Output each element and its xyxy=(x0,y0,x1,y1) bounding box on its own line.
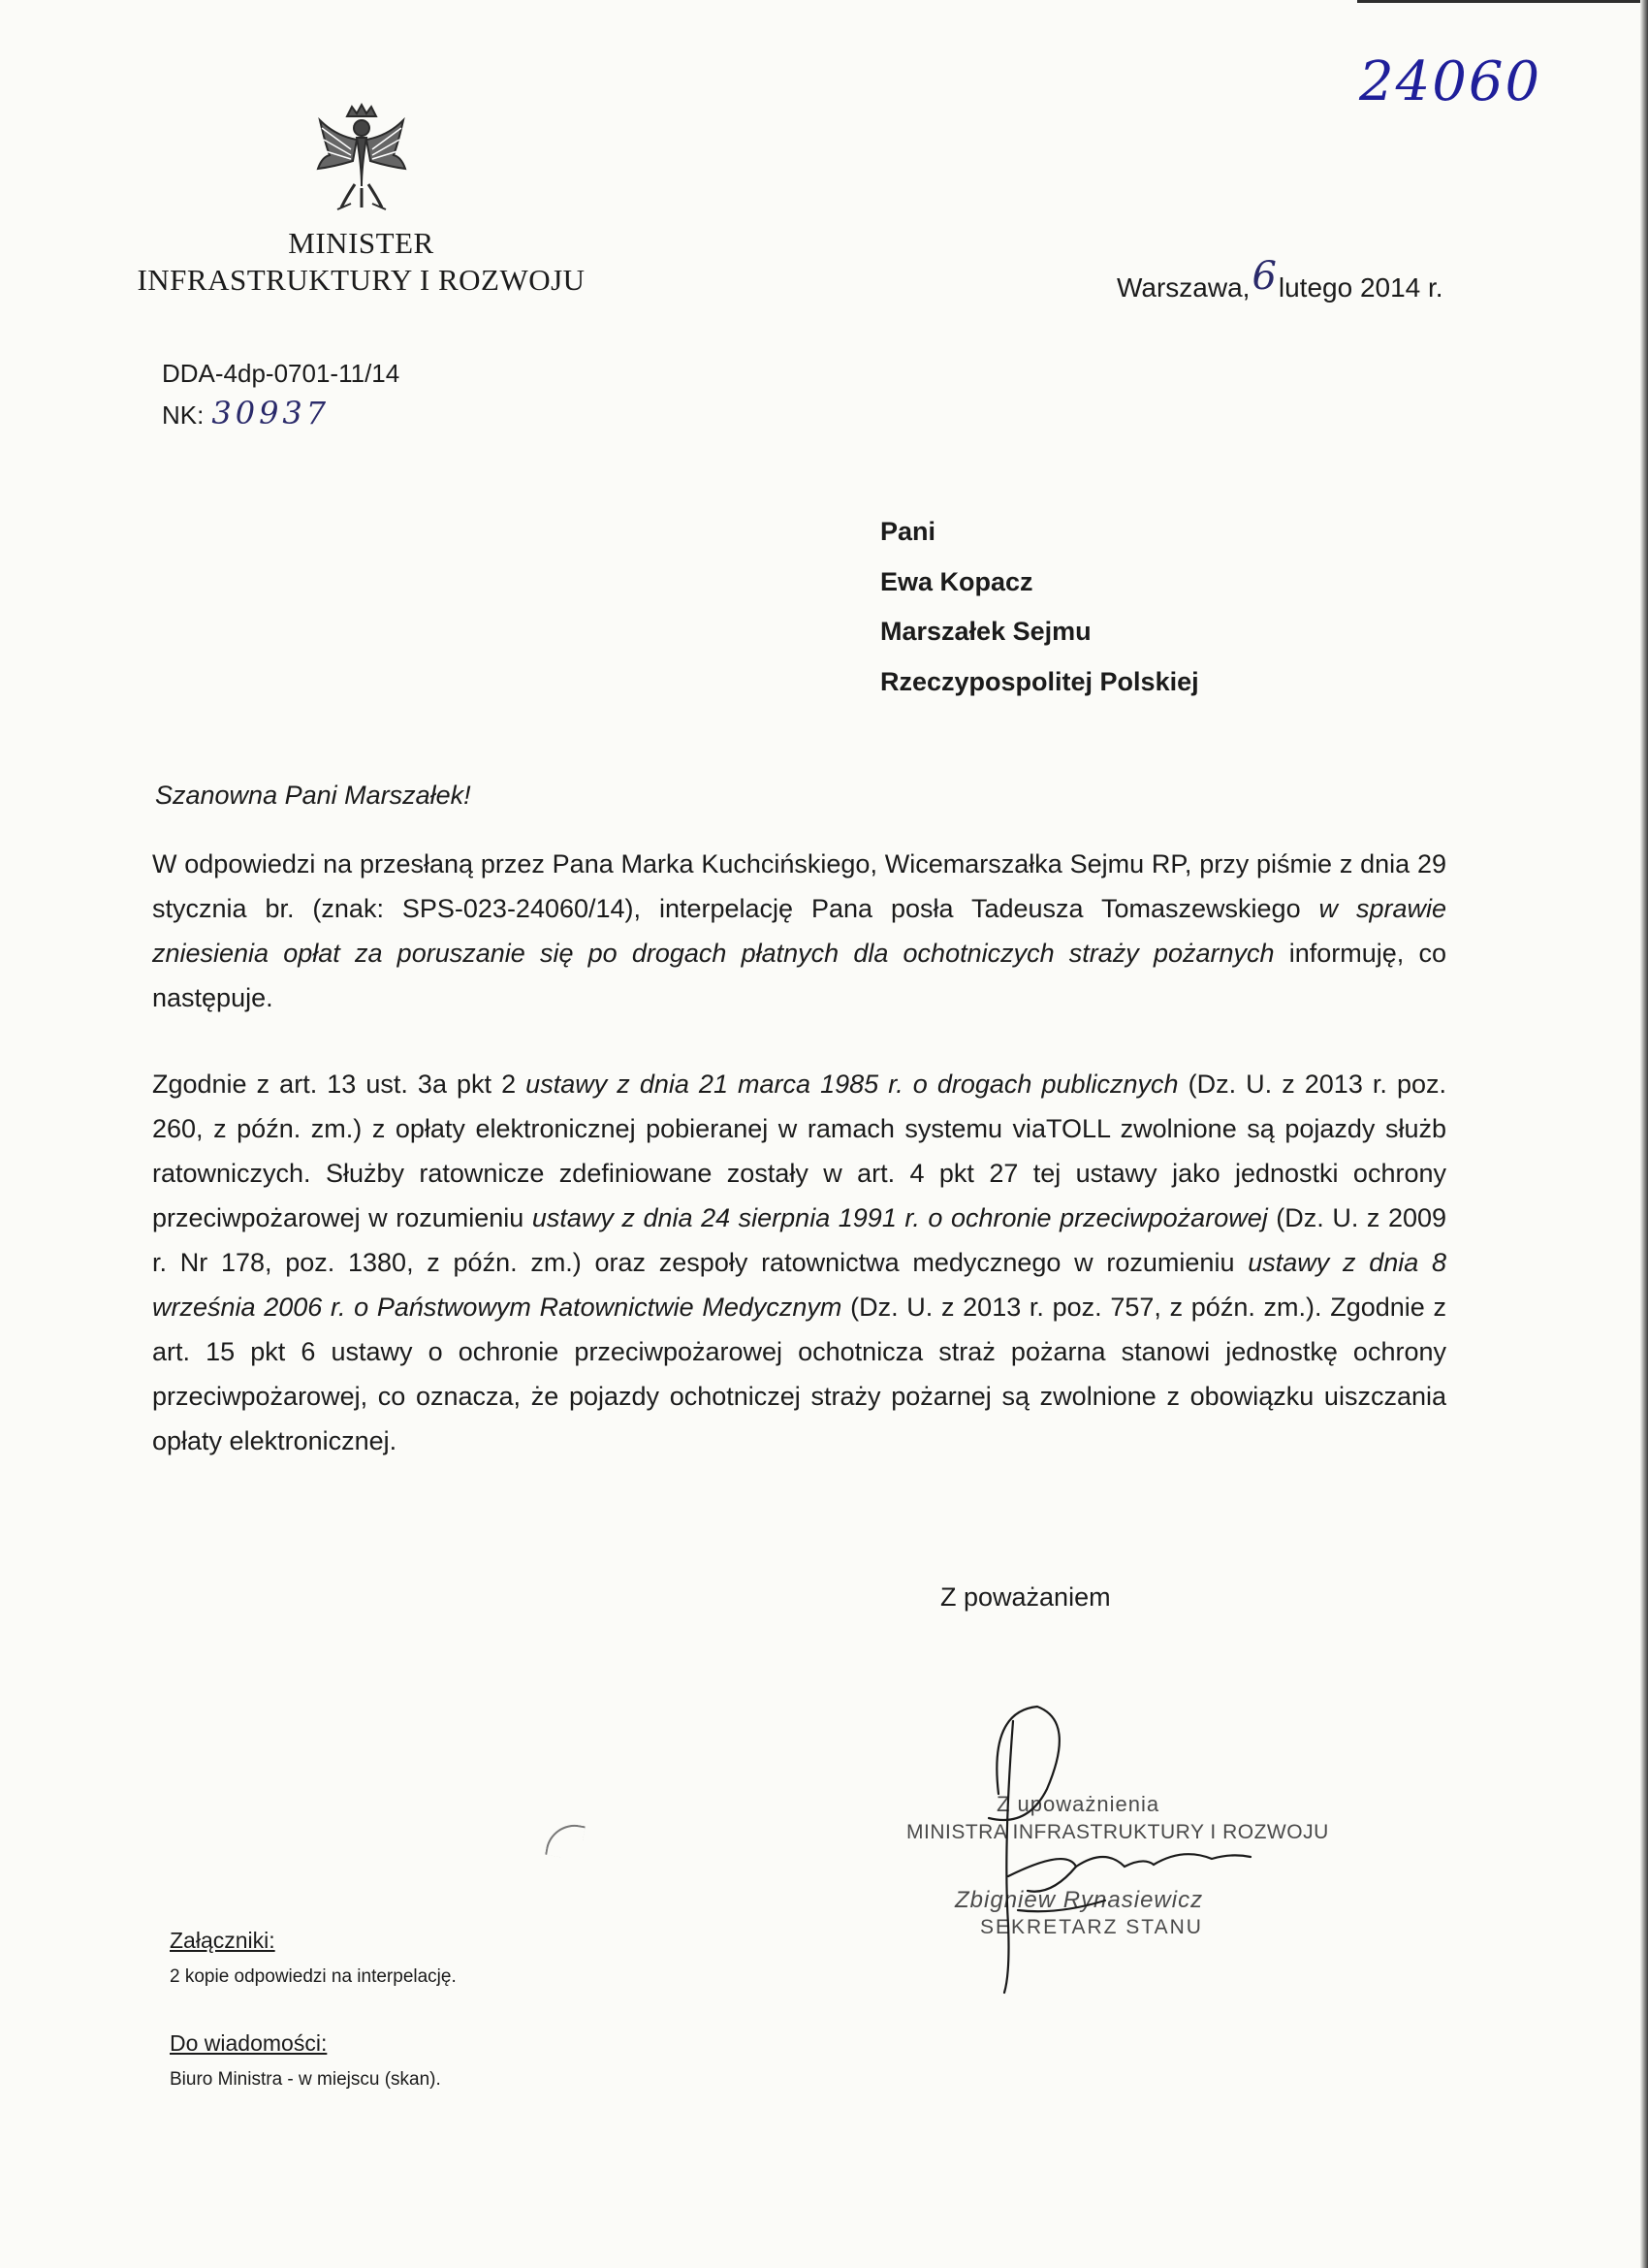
recipient-line-3: Marszałek Sejmu xyxy=(880,617,1092,646)
scan-right-edge xyxy=(1640,0,1648,2268)
paragraph-2-act-2: ustawy z dnia 24 sierpnia 1991 r. o ochronie przeciwpożarowej xyxy=(531,1203,1268,1232)
salutation: Szanowna Pani Marszałek! xyxy=(155,781,471,810)
paragraph-2-text-4: (Dz. U. z 2013 r. poz. 757, z późn. zm.). Zgodnie z art. 15 pkt 6 ustawy o ochronie przeciwpożarowej ochotnicza straż pożarna stanowi jednostkę ochrony przeciwpożarowej, co oznacza, że pojazdy ochotniczej straży pożarnej są zwolnione z obowiązku uiszczania opłaty elektronicznej. xyxy=(152,1293,1446,1455)
recipient-line-4: Rzeczypospolitej Polskiej xyxy=(880,667,1199,696)
sender-line2: INFRASTRUKTURY I ROZWOJU xyxy=(137,263,586,297)
attachments-item: 2 kopie odpowiedzi na interpelację. xyxy=(170,1966,457,1987)
handwritten-registry-number: 24060 xyxy=(1359,50,1542,113)
attachments-heading: Załączniki: xyxy=(170,1928,275,1953)
date-suffix: lutego 2014 r. xyxy=(1278,272,1443,303)
paragraph-2 xyxy=(152,1062,1446,1463)
scan-top-edge xyxy=(1357,0,1648,3)
stamp-name: Zbigniew Rynasiewicz xyxy=(955,1887,1204,1913)
paragraph-2-act-3: ustawy z dnia 8 września 2006 r. o Państwowym Ratownictwie Medycznym xyxy=(152,1248,1446,1322)
stray-pen-mark xyxy=(545,1820,586,1861)
paragraph-2-act-1: ustawy z dnia 21 marca 1985 r. o drogach publicznych xyxy=(525,1070,1179,1099)
stamp-line-2: MINISTRA INFRASTRUKTURY I ROZWOJU xyxy=(906,1821,1329,1843)
date-line xyxy=(1117,254,1443,306)
stamp-line-1: Z upoważnienia xyxy=(997,1792,1160,1816)
paragraph-1-subject: w sprawie zniesienia opłat za poruszanie się po drogach płatnych dla ochotniczych straży pożarnych xyxy=(152,894,1446,968)
cc-heading: Do wiadomości: xyxy=(170,2030,328,2056)
sender-title xyxy=(131,225,591,299)
paragraph-2-text-2: (Dz. U. z 2013 r. poz. 260, z późn. zm.) z opłaty elektronicznej pobieranej w ramach systemu viaTOLL zwolnione są pojazdy służb ratowniczych. Służby ratownicze zdefiniowane zostały w art. 4 pkt 27 tej ustawy jako jednostki ochrony przeciwpożarowej w rozumieniu xyxy=(152,1070,1446,1232)
paragraph-1-text-b: informuję, co następuje. xyxy=(152,939,1446,1012)
nk-label: NK: xyxy=(162,400,205,430)
date-prefix: Warszawa, xyxy=(1117,272,1251,303)
paragraph-1-text-a: W odpowiedzi na przesłaną przez Pana Marka Kuchcińskiego, Wicemarszałka Sejmu RP, przy piśmie z dnia 29 stycznia br. (znak: SPS-023-24060/14), interpelację Pana posła Tadeusza Tomaszewskiego xyxy=(152,849,1446,923)
recipient-line-1: Pani xyxy=(880,517,936,546)
cc-item: Biuro Ministra - w miejscu (skan). xyxy=(170,2069,441,2090)
recipient-line-2: Ewa Kopacz xyxy=(880,567,1033,596)
stamp-role: SEKRETARZ STANU xyxy=(980,1916,1203,1938)
date-day-handwritten: 6 xyxy=(1252,254,1277,299)
nk-line xyxy=(162,395,330,431)
paragraph-2-text-3: (Dz. U. z 2009 r. Nr 178, poz. 1380, z późn. zm.) oraz zespoły ratownictwa medycznego w rozumieniu xyxy=(152,1203,1447,1277)
sender-line1: MINISTER xyxy=(288,226,434,260)
nk-value-handwritten: 30937 xyxy=(211,395,331,431)
handwritten-signature-icon xyxy=(960,1702,1289,2012)
reference-number: DDA-4dp-0701-11/14 xyxy=(162,359,400,388)
closing: Z poważaniem xyxy=(940,1582,1111,1612)
paragraph-1 xyxy=(152,842,1446,1020)
paragraph-2-text-1: Zgodnie z art. 13 ust. 3a pkt 2 xyxy=(152,1070,526,1099)
polish-eagle-emblem-icon xyxy=(308,99,415,215)
